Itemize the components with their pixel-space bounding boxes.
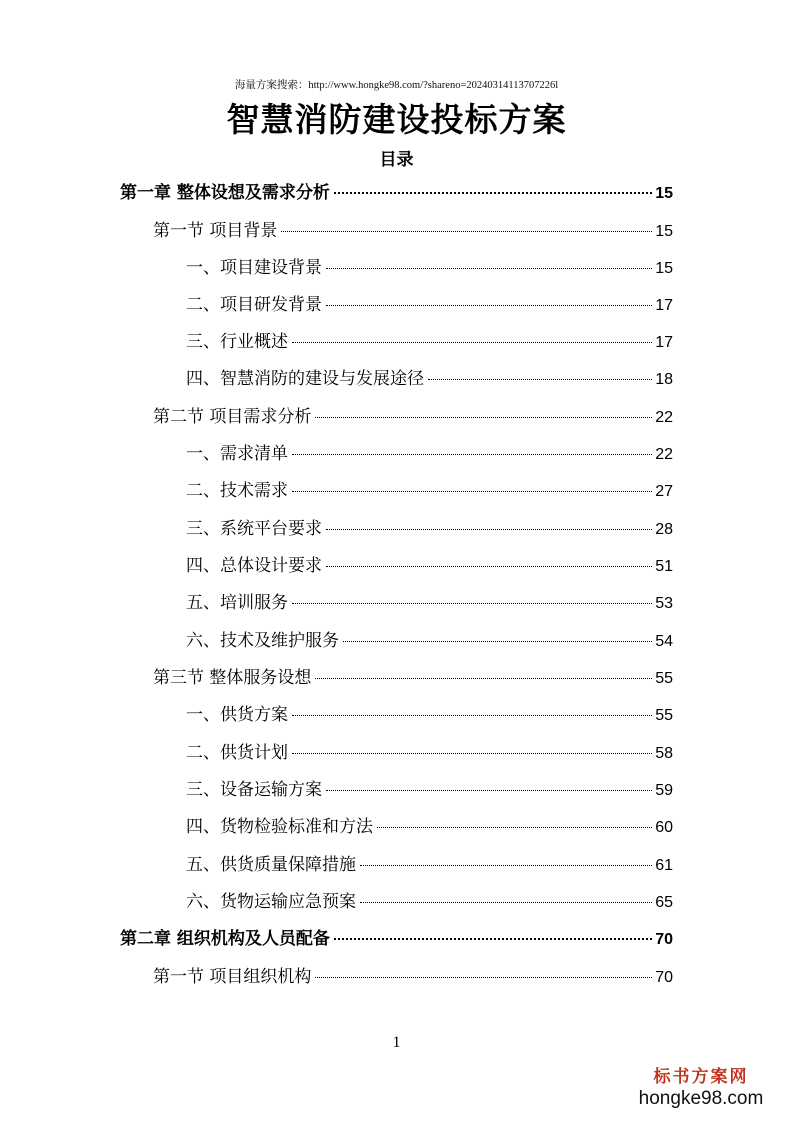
toc-entry-label: 一、供货方案 bbox=[186, 705, 288, 725]
toc-entry-page: 65 bbox=[655, 894, 673, 911]
toc-dot-leader bbox=[326, 566, 652, 567]
toc-entry-page: 70 bbox=[655, 931, 673, 948]
toc-entry-label: 三、设备运输方案 bbox=[186, 780, 322, 800]
watermark-domain-text: hongke98.com bbox=[638, 1088, 764, 1109]
toc-entry-page: 17 bbox=[655, 334, 673, 351]
toc-entry-page: 51 bbox=[655, 558, 673, 575]
toc-entry-label: 三、系统平台要求 bbox=[186, 519, 322, 539]
toc-entry-subsection[interactable] bbox=[186, 476, 673, 504]
toc-entry-label: 第一章 整体设想及需求分析 bbox=[120, 183, 330, 203]
toc-dot-leader bbox=[326, 790, 652, 791]
toc-entry-page: 18 bbox=[655, 371, 673, 388]
toc-entry-subsection[interactable] bbox=[186, 551, 673, 579]
toc-entry-section[interactable] bbox=[153, 663, 673, 691]
toc-dot-leader bbox=[292, 753, 652, 754]
toc-entry-subsection[interactable] bbox=[186, 439, 673, 467]
toc-entry-page: 15 bbox=[655, 260, 673, 277]
header-search-note: 海量方案搜索：http://www.hongke98.com/?shareno=20240314113707226l bbox=[234, 80, 559, 91]
toc-entry-label: 第二节 项目需求分析 bbox=[153, 407, 312, 427]
toc-dot-leader bbox=[334, 938, 652, 940]
toc-heading: 目录 bbox=[379, 150, 414, 170]
toc-entry-page: 60 bbox=[655, 819, 673, 836]
toc-dot-leader bbox=[360, 902, 652, 903]
toc-entry-page: 55 bbox=[655, 707, 673, 724]
toc-entry-page: 53 bbox=[655, 595, 673, 612]
toc-entry-subsection[interactable] bbox=[186, 738, 673, 766]
toc-entry-label: 六、货物运输应急预案 bbox=[186, 892, 356, 912]
toc-entry-subsection[interactable] bbox=[186, 327, 673, 355]
toc-entry-label: 四、总体设计要求 bbox=[186, 556, 322, 576]
toc-entry-label: 五、培训服务 bbox=[186, 593, 288, 613]
toc-entry-label: 第一节 项目组织机构 bbox=[153, 967, 312, 987]
toc-entry-subsection[interactable] bbox=[186, 364, 673, 392]
site-watermark-logo bbox=[621, 1066, 781, 1110]
toc-dot-leader bbox=[315, 678, 652, 679]
toc-entry-page: 61 bbox=[655, 857, 673, 874]
toc-dot-leader bbox=[334, 192, 652, 194]
toc-dot-leader bbox=[292, 454, 652, 455]
toc-dot-leader bbox=[315, 977, 652, 978]
toc-dot-leader bbox=[315, 417, 652, 418]
toc-entry-page: 15 bbox=[655, 223, 673, 240]
toc-dot-leader bbox=[326, 529, 652, 530]
toc-entry-page: 15 bbox=[655, 185, 673, 202]
toc-entry-section[interactable] bbox=[153, 962, 673, 990]
toc-entry-subsection[interactable] bbox=[186, 887, 673, 915]
toc-dot-leader bbox=[281, 231, 652, 232]
toc-entry-label: 一、项目建设背景 bbox=[186, 258, 322, 278]
toc-entry-label: 二、项目研发背景 bbox=[186, 295, 322, 315]
toc-entry-page: 22 bbox=[655, 446, 673, 463]
toc-entry-page: 17 bbox=[655, 297, 673, 314]
toc-entry-label: 第二章 组织机构及人员配备 bbox=[120, 929, 330, 949]
toc-entry-label: 三、行业概述 bbox=[186, 332, 288, 352]
toc-entry-page: 59 bbox=[655, 782, 673, 799]
toc-entry-subsection[interactable] bbox=[186, 850, 673, 878]
toc-dot-leader bbox=[326, 305, 652, 306]
toc-entry-label: 四、货物检验标准和方法 bbox=[186, 817, 373, 837]
toc-entry-subsection[interactable] bbox=[186, 775, 673, 803]
toc-entry-label: 二、供货计划 bbox=[186, 743, 288, 763]
toc-dot-leader bbox=[292, 342, 652, 343]
document-title: 智慧消防建设投标方案 bbox=[226, 100, 567, 139]
page-number: 1 bbox=[392, 1034, 401, 1051]
toc-entry-section[interactable] bbox=[153, 402, 673, 430]
toc-entry-page: 54 bbox=[655, 633, 673, 650]
toc-dot-leader bbox=[428, 379, 652, 380]
toc-dot-leader bbox=[292, 715, 652, 716]
toc-entry-label: 六、技术及维护服务 bbox=[186, 631, 339, 651]
toc-entry-section[interactable] bbox=[153, 216, 673, 244]
toc-dot-leader bbox=[292, 491, 652, 492]
toc-entry-page: 28 bbox=[655, 521, 673, 538]
toc-dot-leader bbox=[292, 603, 652, 604]
toc-entry-subsection[interactable] bbox=[186, 588, 673, 616]
toc-entry-subsection[interactable] bbox=[186, 514, 673, 542]
toc-entry-chapter-2[interactable] bbox=[120, 924, 673, 952]
toc-dot-leader bbox=[360, 865, 652, 866]
toc-dot-leader bbox=[326, 268, 652, 269]
toc-entry-subsection[interactable] bbox=[186, 700, 673, 728]
toc-entry-label: 五、供货质量保障措施 bbox=[186, 855, 356, 875]
toc-entry-subsection[interactable] bbox=[186, 290, 673, 318]
toc-entry-page: 55 bbox=[655, 670, 673, 687]
toc-entry-label: 一、需求清单 bbox=[186, 444, 288, 464]
toc-entry-page: 58 bbox=[655, 745, 673, 762]
toc-entry-label: 四、智慧消防的建设与发展途径 bbox=[186, 369, 424, 389]
toc-entry-page: 27 bbox=[655, 483, 673, 500]
toc-entry-subsection[interactable] bbox=[186, 253, 673, 281]
watermark-chinese-text: 标书方案网 bbox=[653, 1067, 749, 1087]
toc-entry-label: 二、技术需求 bbox=[186, 481, 288, 501]
toc-entry-label: 第一节 项目背景 bbox=[153, 221, 278, 241]
toc-entry-chapter-1[interactable] bbox=[120, 178, 673, 206]
toc-dot-leader bbox=[343, 641, 652, 642]
toc-entry-subsection[interactable] bbox=[186, 626, 673, 654]
toc-dot-leader bbox=[377, 827, 652, 828]
toc-entry-page: 22 bbox=[655, 409, 673, 426]
toc-entry-page: 70 bbox=[655, 969, 673, 986]
toc-entry-label: 第三节 整体服务设想 bbox=[153, 668, 312, 688]
toc-entry-subsection[interactable] bbox=[186, 812, 673, 840]
